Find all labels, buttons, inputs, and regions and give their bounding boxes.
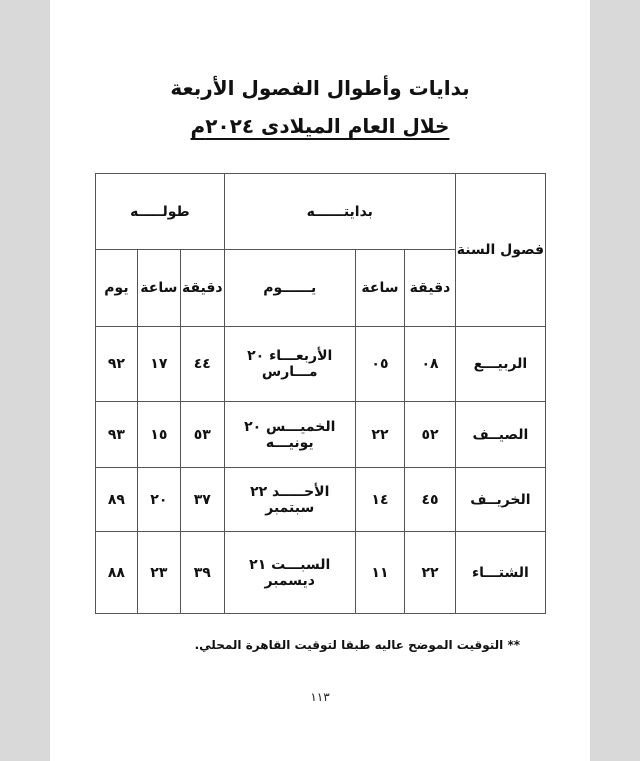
header-length-minute: دقيقة [180, 250, 224, 327]
document-subtitle: خلال العام الميلادى ٢٠٢٤م [190, 114, 450, 138]
document-title: بدايات وأطوال الفصول الأربعة [170, 76, 470, 100]
season-name: الربيـــع [455, 327, 545, 402]
table-row [96, 327, 546, 402]
header-start-minute: دقيقة [405, 250, 456, 327]
length-hour: ٢٠ [137, 468, 180, 532]
start-day: الخميـــس ٢٠ يونيـــه [224, 402, 355, 468]
start-minute: ٠٨ [405, 327, 456, 402]
seasons-table [95, 173, 546, 614]
length-minute: ٣٩ [180, 532, 224, 614]
length-hour: ١٥ [137, 402, 180, 468]
season-name: الصيــف [455, 402, 545, 468]
start-day: الأحـــــد ٢٢ سبتمبر [224, 468, 355, 532]
header-length-day: يوم [96, 250, 138, 327]
season-name: الخريــف [455, 468, 545, 532]
table-row [96, 402, 546, 468]
start-hour: ١٤ [355, 468, 405, 532]
length-day: ٩٢ [96, 327, 138, 402]
length-hour: ٢٣ [137, 532, 180, 614]
length-day: ٩٣ [96, 402, 138, 468]
length-minute: ٥٣ [180, 402, 224, 468]
length-minute: ٤٤ [180, 327, 224, 402]
footnote: ** التوقيت الموضح عاليه طبقا لتوقيت القاهرة المحلي. [194, 638, 520, 652]
header-length-hour: ساعة [137, 250, 180, 327]
table-row [96, 532, 546, 614]
length-day: ٨٨ [96, 532, 138, 614]
header-start-day: يــــــوم [224, 250, 355, 327]
header-length: طولـــــه [96, 174, 225, 250]
table-row [96, 468, 546, 532]
start-minute: ٤٥ [405, 468, 456, 532]
start-hour: ١١ [355, 532, 405, 614]
start-day: الأربعـــاء ٢٠ مـــارس [224, 327, 355, 402]
length-day: ٨٩ [96, 468, 138, 532]
header-season: فصول السنة [455, 174, 545, 327]
length-minute: ٣٧ [180, 468, 224, 532]
season-name: الشتـــاء [455, 532, 545, 614]
document-page [50, 0, 590, 761]
start-day: السبـــت ٢١ ديسمبر [224, 532, 355, 614]
page-number: ١١٣ [310, 690, 330, 704]
start-minute: ٥٢ [405, 402, 456, 468]
length-hour: ١٧ [137, 327, 180, 402]
header-start: بدايتــــــه [224, 174, 455, 250]
start-hour: ٢٢ [355, 402, 405, 468]
start-hour: ٠٥ [355, 327, 405, 402]
header-start-hour: ساعة [355, 250, 405, 327]
start-minute: ٢٢ [405, 532, 456, 614]
